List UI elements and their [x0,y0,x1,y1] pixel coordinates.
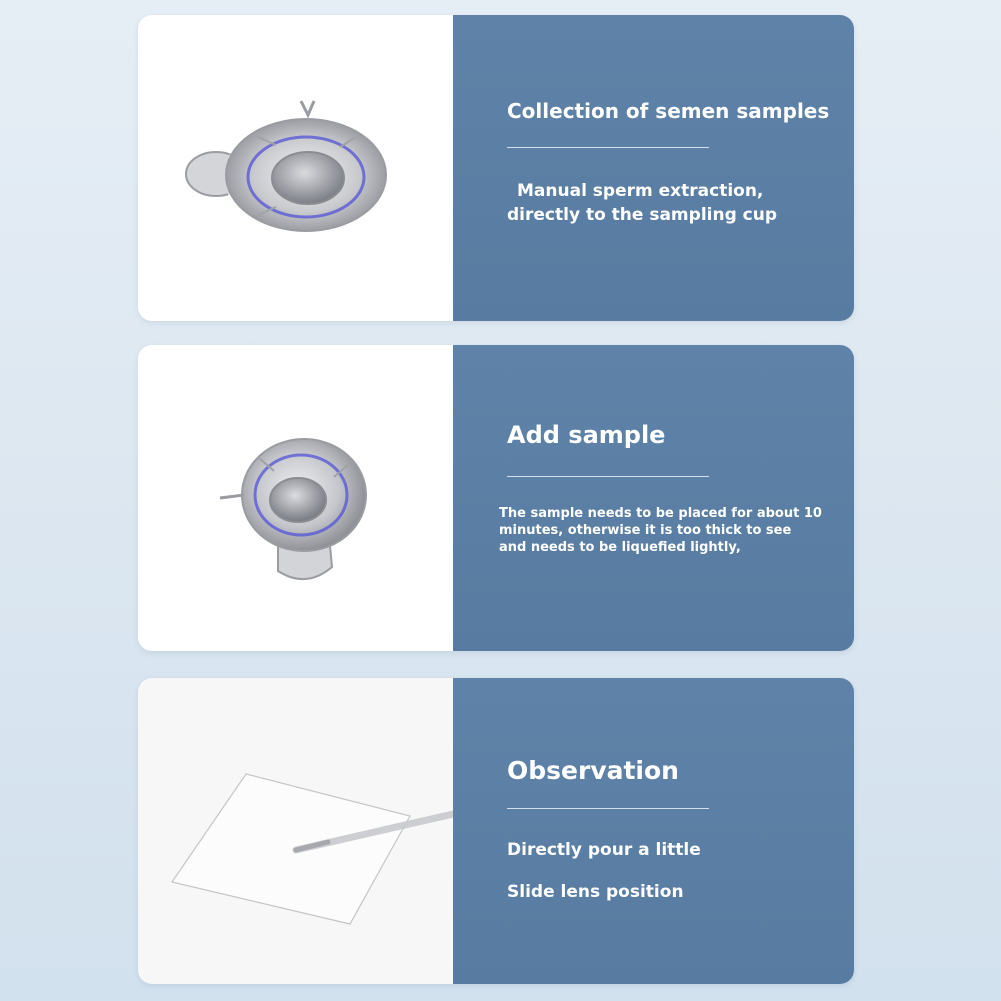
title-divider [507,808,709,809]
description-line: The sample needs to be placed for about 10 [499,506,822,521]
step-title: Observation [507,756,679,785]
glass-slide-illustration [138,678,453,984]
step-panel-collection [453,15,854,321]
step-description [507,840,701,902]
sampling-cup-illustration [138,345,453,651]
step-card-observation [138,678,854,984]
description-line: Slide lens position [507,882,684,902]
step-card-collection [138,15,854,321]
sampling-cup-image [138,345,453,651]
step-title: Collection of semen samples [507,99,830,123]
title-divider [507,476,709,477]
description-line: directly to the sampling cup [507,205,778,225]
step-description [499,505,822,556]
step-description [507,179,777,227]
step-panel-add-sample [453,345,854,651]
step-title: Add sample [507,421,666,449]
sampling-cup-image [138,15,453,321]
sampling-cup-illustration [138,15,453,321]
description-line: and needs to be liquefied lightly, [499,540,741,555]
description-line: Manual sperm extraction, [517,181,764,201]
step-panel-observation [453,678,854,984]
step-card-add-sample [138,345,854,651]
description-line: Directly pour a little [507,840,701,860]
glass-slide-image [138,678,453,984]
title-divider [507,147,709,148]
description-line: minutes, otherwise it is too thick to see [499,523,792,538]
